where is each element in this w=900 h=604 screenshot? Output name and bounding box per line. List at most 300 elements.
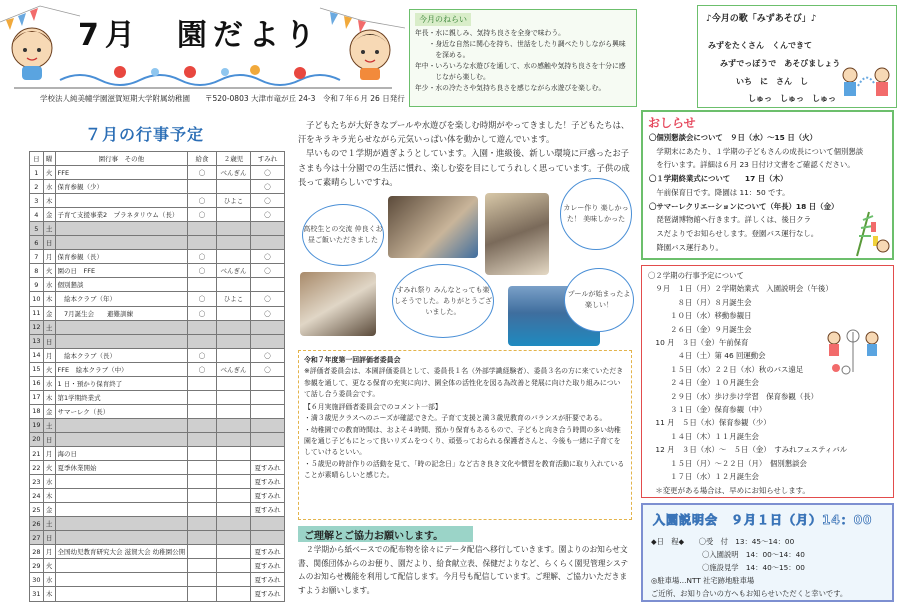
caption-sumire-festival: すみれ祭り みんなとっても楽しそうでした。ありがとうございました。 <box>392 264 494 338</box>
calendar-event: 保育参観（長） <box>55 250 188 264</box>
song-lyric: しゅっ しゅっ しゅっ <box>748 94 836 103</box>
calendar-event: FFE <box>55 166 188 180</box>
calendar-toddler <box>216 236 250 250</box>
calendar-weekday: 月 <box>43 446 55 460</box>
calendar-sumire: 夏すみれ <box>250 489 284 503</box>
aims-line: を深める。 <box>415 51 470 59</box>
calendar-day: 22 <box>30 461 44 475</box>
term2-line: ＊変更がある場合は、早めにお知らせします。 <box>648 485 810 495</box>
calendar-row <box>30 264 285 278</box>
calendar-weekday: 土 <box>43 418 55 432</box>
calendar-event: 園の日 FFE <box>55 264 188 278</box>
calendar-sumire: 〇 <box>250 306 284 320</box>
calendar-weekday: 日 <box>43 236 55 250</box>
committee-comment: ・満３歳児クラスへのニーズが確認できた。子育て支援と満３歳児教育のバランスが肝要である。 <box>304 414 607 423</box>
calendar-day: 12 <box>30 320 44 334</box>
calendar-toddler <box>216 404 250 418</box>
calendar-toddler <box>216 348 250 362</box>
calendar-weekday: 土 <box>43 517 55 531</box>
aims-line: 年少・水の冷たさや気持ち良さを感じながら水遊びを楽しむ。 <box>415 84 606 92</box>
notice-line: を行います。詳細は６月 23 日付け文書をご確認ください。 <box>649 160 855 170</box>
calendar-title: ７月の行事予定 <box>85 125 205 144</box>
calendar-row <box>30 573 285 587</box>
calendar-lunch <box>188 404 217 418</box>
calendar-row <box>30 348 285 362</box>
calendar-weekday: 火 <box>43 264 55 278</box>
term2-line: ２４日（金）１０月誕生会 <box>648 378 759 388</box>
calendar-day: 11 <box>30 306 44 320</box>
calendar-lunch <box>188 531 217 545</box>
calendar-day: 29 <box>30 559 44 573</box>
calendar-event <box>55 334 188 348</box>
song-lyric: みずでっぽうで あそびましょう <box>720 59 841 68</box>
notice-line: 琵琶湖博物館へ行きます。詳しくは、後日クラ <box>649 215 812 225</box>
notices-box <box>641 110 894 260</box>
calendar-row <box>30 320 285 334</box>
term2-line: ２６日（金）９月誕生会 <box>648 324 752 334</box>
calendar-lunch <box>188 320 217 334</box>
term2-line: ８日（月）８月誕生会 <box>648 297 752 307</box>
calendar-event <box>55 475 188 489</box>
calendar-row <box>30 306 285 320</box>
calendar-row <box>30 376 285 390</box>
calendar-event: 全国幼児教育研究大会 滋賀大会 幼稚園公開 <box>55 545 188 559</box>
header-events: 園行事 その他 <box>55 152 188 166</box>
calendar-lunch <box>188 475 217 489</box>
header-weekday: 曜 <box>43 152 55 166</box>
calendar-toddler <box>216 222 250 236</box>
committee-title: 令和７年度第一回評価者委員会 <box>304 356 401 364</box>
calendar-day: 17 <box>30 390 44 404</box>
notice-line: スだよりでお知らせします。登園バス運行なし。 <box>649 228 819 238</box>
calendar-lunch <box>188 278 217 292</box>
calendar-day: 28 <box>30 545 44 559</box>
aims-line: 年長・水に親しみ、気持ち良さを全身で味わう。 <box>415 29 565 37</box>
calendar-weekday: 木 <box>43 390 55 404</box>
calendar-row <box>30 531 285 545</box>
calendar-weekday: 木 <box>43 587 55 601</box>
cooperation-heading: ご理解とご協力お願いします。 <box>298 526 473 542</box>
info-line: ◎駐車場…NTT 社宅跡地駐車場 <box>651 576 755 585</box>
calendar-lunch <box>188 418 217 432</box>
calendar-lunch <box>188 432 217 446</box>
calendar-row <box>30 166 285 180</box>
header-banner <box>0 0 405 108</box>
calendar-weekday: 日 <box>43 334 55 348</box>
calendar-day: 4 <box>30 208 44 222</box>
calendar-row <box>30 390 285 404</box>
calendar-row <box>30 545 285 559</box>
event-calendar-table <box>29 151 285 602</box>
calendar-sumire: 夏すみれ <box>250 559 284 573</box>
calendar-lunch <box>188 559 217 573</box>
calendar-row <box>30 250 285 264</box>
calendar-toddler <box>216 250 250 264</box>
calendar-row <box>30 418 285 432</box>
calendar-sumire: 〇 <box>250 250 284 264</box>
calendar-row <box>30 278 285 292</box>
calendar-sumire: 〇 <box>250 292 284 306</box>
calendar-lunch <box>188 180 217 194</box>
calendar-row <box>30 236 285 250</box>
calendar-weekday: 水 <box>43 475 55 489</box>
cooperation-body: ２学期から紙ベースでの配布物を徐々にデータ配信へ移行していきます。園よりのお知らせ文書、関係団体からのお便り、園だより、給食献立表、保健だよりなど、らくらく園児管理システムのお知らせ機能を利用して配信します。今月号も配信しています。ご理解、ご協力いただきますようお願いします。 <box>298 545 629 595</box>
calendar-toddler <box>216 376 250 390</box>
calendar-lunch: 〇 <box>188 250 217 264</box>
school-address-line: 学校法人純美幢学園滋賀短期大学附属幼稚園 〒520-0803 大津市竜が丘 24-3 令和７年６月 26 日発行 <box>40 94 405 103</box>
song-title: ♪今月の歌「みずあそび」♪ <box>706 14 817 24</box>
calendar-weekday: 金 <box>43 306 55 320</box>
calendar-weekday: 金 <box>43 208 55 222</box>
calendar-sumire: 夏すみれ <box>250 587 284 601</box>
calendar-lunch: 〇 <box>188 348 217 362</box>
calendar-lunch <box>188 446 217 460</box>
calendar-row <box>30 180 285 194</box>
calendar-lunch <box>188 503 217 517</box>
calendar-weekday: 火 <box>43 559 55 573</box>
calendar-toddler <box>216 334 250 348</box>
calendar-toddler: べんぎん <box>216 362 250 376</box>
photo-lunch-exchange <box>388 196 478 258</box>
calendar-day: 1 <box>30 166 44 180</box>
header-toddler: ２歳児 <box>216 152 250 166</box>
notice-line: 〇１学期終業式について 17 日（木） <box>649 174 788 184</box>
calendar-row <box>30 334 285 348</box>
info-line: 〇入園説明 14：00～14：40 <box>651 550 805 559</box>
calendar-weekday: 金 <box>43 503 55 517</box>
calendar-event: 1 日・預かり保育終了 <box>55 376 188 390</box>
calendar-sumire <box>250 278 284 292</box>
calendar-sumire: 夏すみれ <box>250 545 284 559</box>
calendar-toddler <box>216 475 250 489</box>
enrollment-info-box <box>641 503 894 602</box>
calendar-toddler: ひよこ <box>216 292 250 306</box>
calendar-event: サマーレク（長） <box>55 404 188 418</box>
calendar-lunch: 〇 <box>188 194 217 208</box>
calendar-weekday: 木 <box>43 489 55 503</box>
calendar-day: 26 <box>30 517 44 531</box>
notice-line: 学期末にあたり、１学期の子どもさんの成長について個別懇談 <box>649 146 864 156</box>
enrollment-info-title: 入園説明会 ９月１日（月）14：00 <box>653 513 873 527</box>
calendar-lunch <box>188 587 217 601</box>
calendar-weekday: 水 <box>43 573 55 587</box>
committee-subheading: 【６月実施評価者委員会でのコメント一部】 <box>304 403 442 412</box>
calendar-event: 7月誕生会 避難訓練 <box>55 306 188 320</box>
calendar-row <box>30 292 285 306</box>
calendar-weekday: 日 <box>43 432 55 446</box>
calendar-row <box>30 489 285 503</box>
calendar-row <box>30 475 285 489</box>
calendar-sumire: 〇 <box>250 194 284 208</box>
term2-line: １５日（月）～２２日（月） 個別懇談会 <box>648 458 807 468</box>
notice-line: 〇サマーレクリエーションについて（年長）18 日（金） <box>649 201 839 211</box>
water-play-illustration <box>838 61 894 106</box>
calendar-lunch: 〇 <box>188 292 217 306</box>
calendar-sumire <box>250 418 284 432</box>
calendar-weekday: 月 <box>43 348 55 362</box>
intro-paragraph: 早いもので１学期が過ぎようとしています。入園・進級後、新しい環境に戸惑ったお子さまも今は十分園での生活に慣れ、楽しむ姿を目にしてうれしく思っています。子供の成長って素晴らしいですね。 <box>298 148 630 187</box>
calendar-toddler <box>216 559 250 573</box>
calendar-toddler <box>216 531 250 545</box>
calendar-sumire <box>250 404 284 418</box>
calendar-sumire <box>250 222 284 236</box>
calendar-toddler <box>216 446 250 460</box>
calendar-event: 子育て支援事業2 プラネタリウム（長） <box>55 208 188 222</box>
calendar-weekday: 金 <box>43 404 55 418</box>
term2-line: 11 月 ５日（水）保育参観（少） <box>648 418 771 428</box>
calendar-sumire: 夏すみれ <box>250 461 284 475</box>
calendar-day: 9 <box>30 278 44 292</box>
calendar-sumire: 〇 <box>250 362 284 376</box>
calendar-day: 18 <box>30 404 44 418</box>
calendar-sumire <box>250 320 284 334</box>
calendar-lunch: 〇 <box>188 166 217 180</box>
calendar-day: 30 <box>30 573 44 587</box>
calendar-event <box>55 236 188 250</box>
notices-title: おしらせ <box>648 116 696 130</box>
calendar-row <box>30 587 285 601</box>
caption-lunch-exchange: 高校生との交流 仲良くお昼ご飯いただきました <box>302 204 384 266</box>
calendar-row <box>30 446 285 460</box>
calendar-weekday: 月 <box>43 545 55 559</box>
calendar-lunch <box>188 334 217 348</box>
calendar-event <box>55 432 188 446</box>
calendar-toddler <box>216 461 250 475</box>
calendar-day: 27 <box>30 531 44 545</box>
calendar-toddler <box>216 489 250 503</box>
calendar-day: 10 <box>30 292 44 306</box>
calendar-day: 25 <box>30 503 44 517</box>
calendar-lunch <box>188 376 217 390</box>
calendar-lunch <box>188 573 217 587</box>
song-lyric: いち に さん し <box>736 77 808 86</box>
calendar-lunch: 〇 <box>188 362 217 376</box>
song-lyric: みずをたくさん くんできて <box>708 41 812 50</box>
term2-schedule-list <box>648 269 893 497</box>
calendar-event <box>55 503 188 517</box>
committee-description: ※評価者委員会は、本園評価委員として、委員長１名（外部学識経験者）、委員３名の方に来ていただき参観を通して、更なる保育の充実に向け、園全体の活性化を図る為改善と発展に向けた取り組みについて話し合う委員会です。 <box>304 367 624 398</box>
calendar-sumire <box>250 446 284 460</box>
calendar-header-row <box>30 152 285 166</box>
calendar-event: 第1学期終業式 <box>55 390 188 404</box>
calendar-toddler <box>216 573 250 587</box>
committee-comment: ・幼稚園での教育時間は、およそ４時間、預かり保育もあるもので、子どもと向き合う時間の多い幼稚園を通じ子どもにとって良いリズムをつくり、頑張っておられる保護者さんと、今後も一緒に子育てをしていけるといい。 <box>304 425 621 457</box>
calendar-day: 6 <box>30 236 44 250</box>
intro-message <box>298 118 634 189</box>
calendar-sumire: 〇 <box>250 208 284 222</box>
newsletter-title: 7月 園だより <box>78 18 321 53</box>
calendar-weekday: 木 <box>43 292 55 306</box>
calendar-row <box>30 404 285 418</box>
calendar-sumire: 夏すみれ <box>250 573 284 587</box>
photo-sumire-festival <box>300 272 376 336</box>
calendar-event: FFE 絵本クラブ（中） <box>55 362 188 376</box>
calendar-toddler <box>216 432 250 446</box>
calendar-weekday: 木 <box>43 194 55 208</box>
calendar-weekday: 水 <box>43 376 55 390</box>
calendar-day: 16 <box>30 376 44 390</box>
calendar-row <box>30 222 285 236</box>
calendar-event <box>55 320 188 334</box>
sports-day-illustration <box>822 328 888 376</box>
calendar-lunch <box>188 545 217 559</box>
calendar-event <box>55 531 188 545</box>
header-lunch: 給食 <box>188 152 217 166</box>
caption-curry: カレー作り 楽しかった！ 美味しかった <box>560 178 632 250</box>
calendar-event: 夏季休業開始 <box>55 461 188 475</box>
calendar-row <box>30 503 285 517</box>
notice-line: 〇個別懇談会について ９日（水）～15 日（火） <box>649 133 817 142</box>
calendar-lunch <box>188 236 217 250</box>
calendar-event: 個別懇談 <box>55 278 188 292</box>
calendar-day: 2 <box>30 180 44 194</box>
calendar-day: 3 <box>30 194 44 208</box>
cooperation-message <box>298 543 632 597</box>
calendar-toddler <box>216 517 250 531</box>
calendar-sumire <box>250 517 284 531</box>
calendar-sumire <box>250 376 284 390</box>
calendar-sumire: 〇 <box>250 166 284 180</box>
term2-line: ３１日（金）保育参観（中） <box>648 405 767 415</box>
calendar-sumire <box>250 432 284 446</box>
calendar-lunch <box>188 461 217 475</box>
calendar-toddler <box>216 208 250 222</box>
calendar-sumire <box>250 334 284 348</box>
calendar-weekday: 土 <box>43 320 55 334</box>
aims-line: ・身近な自然に関心を持ち、世話をしたり調べたりしながら興味 <box>415 40 626 48</box>
calendar-event <box>55 559 188 573</box>
info-line: ご近所、お知り合いの方へもお知らせいただくと幸いです。 <box>651 589 848 598</box>
calendar-event <box>55 573 188 587</box>
enrollment-info-details <box>651 535 896 600</box>
calendar-weekday: 日 <box>43 531 55 545</box>
calendar-lunch: 〇 <box>188 208 217 222</box>
calendar-sumire: 〇 <box>250 264 284 278</box>
calendar-row <box>30 517 285 531</box>
header-day: 日 <box>30 152 44 166</box>
term2-line: １７日（水）１２月誕生会 <box>648 472 759 482</box>
notice-line: 午前保育日です。降園は 11：50 です。 <box>649 187 790 197</box>
calendar-lunch <box>188 517 217 531</box>
calendar-toddler <box>216 545 250 559</box>
calendar-toddler: ひよこ <box>216 194 250 208</box>
monthly-song-box <box>697 5 897 108</box>
calendar-sumire: 夏すみれ <box>250 503 284 517</box>
calendar-event <box>55 489 188 503</box>
term2-line: ４日（土）第 46 回運動会 <box>648 351 766 361</box>
calendar-weekday: 火 <box>43 461 55 475</box>
calendar-lunch <box>188 222 217 236</box>
calendar-weekday: 火 <box>43 166 55 180</box>
calendar-toddler <box>216 418 250 432</box>
aims-title: 今月のねらい <box>415 13 471 26</box>
term2-line: ９月 １日（月）２学期始業式 入園説明会（午後） <box>648 284 833 294</box>
tanabata-illustration <box>849 210 893 258</box>
calendar-sumire: 〇 <box>250 180 284 194</box>
calendar-day: 19 <box>30 418 44 432</box>
monthly-aims-box <box>409 9 637 107</box>
calendar-sumire <box>250 236 284 250</box>
term2-line: １０日（水）移動参観日 <box>648 311 752 321</box>
calendar-toddler <box>216 278 250 292</box>
calendar-lunch: 〇 <box>188 306 217 320</box>
calendar-lunch: 〇 <box>188 264 217 278</box>
calendar-event <box>55 194 188 208</box>
calendar-toddler <box>216 320 250 334</box>
calendar-day: 15 <box>30 362 44 376</box>
term2-title: 〇２学期の行事予定について <box>648 271 744 280</box>
calendar-lunch <box>188 390 217 404</box>
term2-schedule-box <box>641 265 894 498</box>
calendar-day: 5 <box>30 222 44 236</box>
calendar-event: 海の日 <box>55 446 188 460</box>
calendar-weekday: 月 <box>43 250 55 264</box>
caption-pool: プールが始まったよ 楽しい！ <box>564 268 634 332</box>
calendar-day: 7 <box>30 250 44 264</box>
calendar-row <box>30 194 285 208</box>
notice-line: 降園バス運行あり。 <box>649 242 723 252</box>
calendar-event <box>55 222 188 236</box>
term2-line: １４日（木）１１月誕生会 <box>648 431 759 441</box>
calendar-toddler <box>216 180 250 194</box>
calendar-event: 保育参観（少） <box>55 180 188 194</box>
info-line: 〇施設見学 14：40～15：00 <box>651 563 805 572</box>
calendar-sumire: 夏すみれ <box>250 475 284 489</box>
calendar-toddler <box>216 503 250 517</box>
calendar-toddler <box>216 390 250 404</box>
term2-line: ２９日（水）歩け歩け学習 保育参観（長） <box>648 391 818 401</box>
calendar-day: 31 <box>30 587 44 601</box>
term2-line: １５日（水）２２日（水）秋のバス遠足 <box>648 364 804 374</box>
calendar-row <box>30 362 285 376</box>
calendar-lunch <box>188 489 217 503</box>
calendar-weekday: 水 <box>43 180 55 194</box>
calendar-event: 絵本クラブ（長） <box>55 348 188 362</box>
calendar-day: 23 <box>30 475 44 489</box>
calendar-day: 21 <box>30 446 44 460</box>
calendar-day: 20 <box>30 432 44 446</box>
calendar-toddler <box>216 587 250 601</box>
calendar-sumire <box>250 390 284 404</box>
committee-comment: ・５歳児の時計作りの活動を見て、「時の記念日」など古き良き文化や慣習を教育活動に取り入れていることが素晴らしいと感じた。 <box>304 459 625 479</box>
calendar-row <box>30 432 285 446</box>
intro-paragraph: 子どもたちが大好きなプールや水遊びを楽しむ時期がやってきました！子どもたちは、汗をキラキラ光らせながら元気いっぱい体を動かして遊んでいます。 <box>298 120 630 145</box>
calendar-toddler <box>216 306 250 320</box>
term2-line: 10 月 ３日（金）午前保育 <box>648 338 749 348</box>
aims-line: 年中・いろいろな水遊びを通して、水の感触や気持ち良さを十分に感 <box>415 62 626 70</box>
calendar-day: 8 <box>30 264 44 278</box>
evaluation-committee-box <box>298 350 632 520</box>
calendar-event <box>55 418 188 432</box>
aims-line: じながら楽しむ。 <box>415 73 490 81</box>
calendar-weekday: 水 <box>43 278 55 292</box>
calendar-row <box>30 208 285 222</box>
calendar-event <box>55 587 188 601</box>
info-line: ◆日 程◆ 〇受 付 13：45～14：00 <box>651 537 795 546</box>
calendar-day: 13 <box>30 334 44 348</box>
photo-curry-cooking <box>485 193 549 275</box>
header-sumire: すみれ <box>250 152 284 166</box>
calendar-day: 24 <box>30 489 44 503</box>
calendar-sumire: 〇 <box>250 348 284 362</box>
calendar-row <box>30 559 285 573</box>
term2-line: 12 月 ３日（水）～ ５日（金） すみれフェスティバル <box>648 445 848 455</box>
calendar-toddler: べんぎん <box>216 264 250 278</box>
calendar-weekday: 火 <box>43 362 55 376</box>
calendar-day: 14 <box>30 348 44 362</box>
calendar-sumire <box>250 531 284 545</box>
calendar-event <box>55 517 188 531</box>
